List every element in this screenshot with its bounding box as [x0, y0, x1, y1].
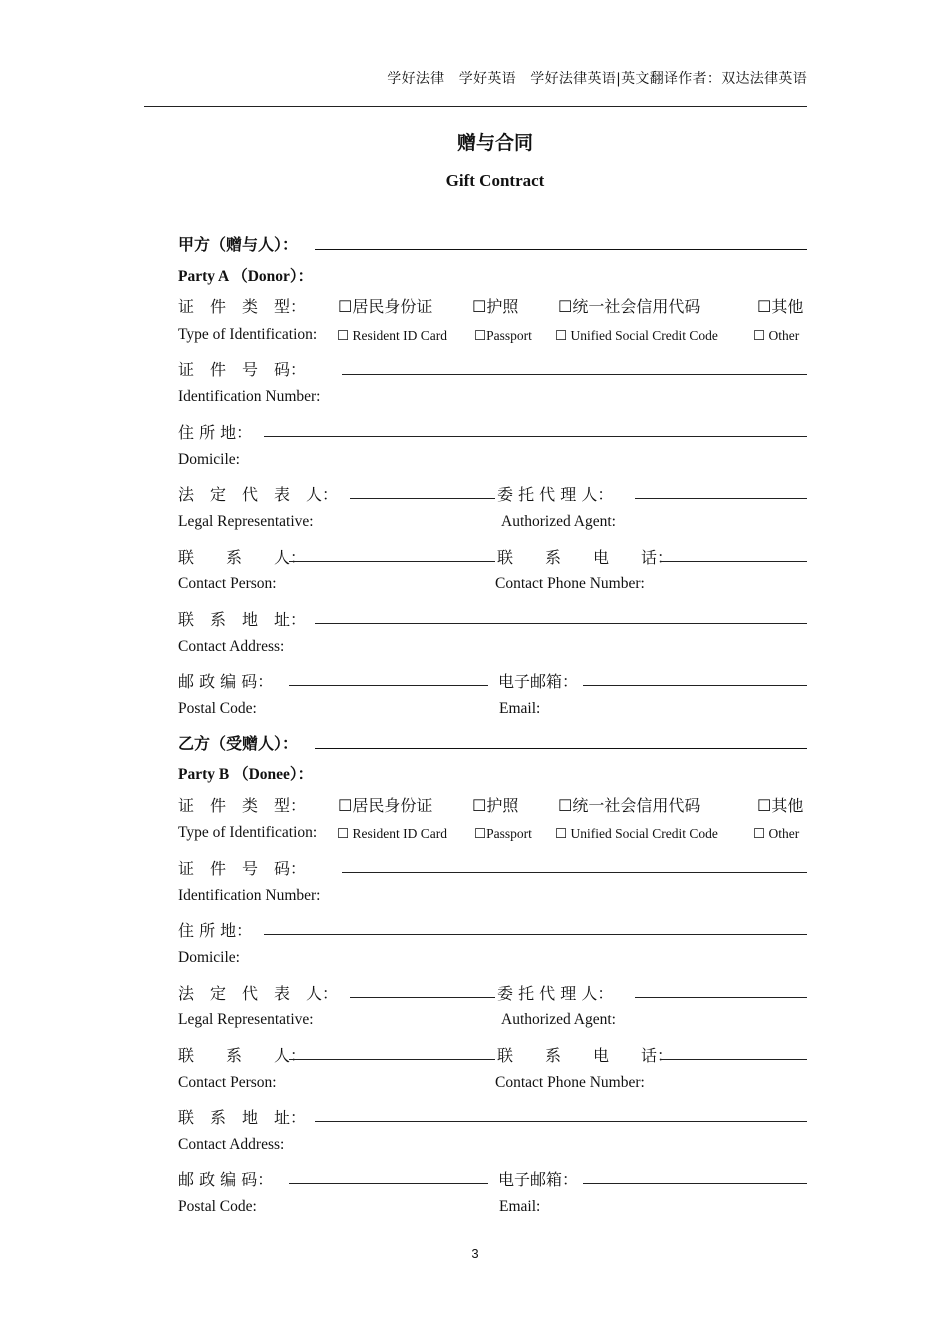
party-b-contact-address-field[interactable] [315, 1121, 807, 1122]
party-b-id-type-label-en: Type of Identification: [178, 824, 318, 841]
party-b-id-number-label-en: Identification Number: [178, 887, 321, 904]
party-a-id-type-label-en: Type of Identification: [178, 326, 318, 343]
party-a-postal-label-en: Postal Code: [178, 700, 257, 717]
title-chinese: 赠与合同 [456, 132, 533, 154]
party-a-contact-phone-label-cn: 联 系 电 话： [497, 548, 674, 567]
party-a-heading-cn: 甲方（赠与人）： [178, 235, 299, 254]
party-b-option-credit-code-en[interactable]: ☐ Unified Social Credit Code [555, 826, 718, 841]
party-a-domicile-field[interactable] [264, 436, 807, 437]
party-b-postal-field[interactable] [289, 1183, 488, 1184]
party-b-option-resident-id-en[interactable]: ☐ Resident ID Card [337, 826, 447, 841]
party-b-checkbox-other[interactable]: ☐其他 [757, 796, 804, 815]
party-b-agent-field[interactable] [635, 997, 807, 998]
party-b-domicile-field[interactable] [264, 934, 807, 935]
party-a-contact-person-label-cn: 联 系 人： [178, 548, 307, 567]
party-b-name-field[interactable] [315, 748, 807, 749]
party-b-domicile-label-cn: 住 所 地： [178, 921, 253, 940]
party-a-checkbox-resident-id[interactable]: ☐居民身份证 [338, 297, 433, 316]
party-b-legal-rep-label-en: Legal Representative: [178, 1011, 314, 1028]
party-b-id-number-field[interactable] [342, 872, 807, 873]
party-b-heading-cn: 乙方（受赠人）： [178, 734, 299, 753]
party-a-email-label-cn: 电子邮箱： [498, 672, 579, 691]
party-b-contact-address-label-cn: 联 系 地 址： [178, 1108, 307, 1127]
page-header: 学好法律 学好英语 学好法律英语|英文翻译作者：双达法律英语 [387, 71, 807, 87]
page-number: 3 [471, 1246, 479, 1261]
party-b-option-passport-en[interactable]: ☐Passport [474, 826, 532, 841]
party-a-option-passport-en[interactable]: ☐Passport [474, 328, 532, 343]
party-a-email-field[interactable] [583, 685, 807, 686]
party-b-legal-rep-field[interactable] [350, 997, 495, 998]
party-a-option-credit-code-en[interactable]: ☐ Unified Social Credit Code [555, 328, 718, 343]
party-a-checkbox-other[interactable]: ☐其他 [757, 297, 804, 316]
party-b-id-type-label-cn [178, 793, 336, 816]
party-b-email-label-en: Email: [499, 1198, 541, 1215]
party-a-domicile-label-en: Domicile: [178, 451, 240, 468]
party-a-id-number-label-en: Identification Number: [178, 388, 321, 405]
party-a-agent-field[interactable] [635, 498, 807, 499]
party-a-legal-rep-field[interactable] [350, 498, 495, 499]
party-a-contact-person-field[interactable] [289, 561, 495, 562]
party-a-postal-label-cn: 邮 政 编 码： [178, 672, 274, 691]
party-a-agent-label-cn: 委 托 代 理 人： [497, 485, 614, 504]
party-a-contact-phone-label-en: Contact Phone Number: [495, 575, 645, 592]
party-b-postal-label-en: Postal Code: [178, 1198, 257, 1215]
party-a-id-type-label-cn [178, 294, 336, 317]
party-b-checkbox-passport[interactable]: ☐护照 [472, 796, 519, 815]
party-a-contact-address-label-en: Contact Address: [178, 638, 285, 655]
party-a-id-number-label-cn: 证 件 号 码： [178, 360, 307, 379]
party-b-agent-label-en: Authorized Agent: [501, 1011, 616, 1028]
party-a-contact-address-label-cn: 联 系 地 址： [178, 610, 307, 629]
party-b-heading-en: Party B （Donee）： [178, 766, 314, 783]
party-a-email-label-en: Email: [499, 700, 541, 717]
party-a-legal-rep-label-en: Legal Representative: [178, 513, 314, 530]
party-b-contact-person-label-en: Contact Person: [178, 1074, 277, 1091]
label: 证 件 类 型： [178, 297, 307, 316]
party-b-email-field[interactable] [583, 1183, 807, 1184]
party-b-agent-label-cn: 委 托 代 理 人： [497, 984, 614, 1003]
party-b-domicile-label-en: Domicile: [178, 949, 240, 966]
party-a-option-other-en[interactable]: ☐ Other [753, 328, 800, 343]
party-b-id-number-label-cn: 证 件 号 码： [178, 859, 307, 878]
header-divider [144, 106, 807, 107]
party-a-legal-rep-label-cn: 法 定 代 表 人： [178, 485, 339, 504]
party-a-contact-address-field[interactable] [315, 623, 807, 624]
party-a-contact-person-label-en: Contact Person: [178, 575, 277, 592]
party-b-checkbox-credit-code[interactable]: ☐统一社会信用代码 [558, 796, 701, 815]
party-a-checkbox-credit-code[interactable]: ☐统一社会信用代码 [558, 297, 701, 316]
party-b-option-other-en[interactable]: ☐ Other [753, 826, 800, 841]
party-a-agent-label-en: Authorized Agent: [501, 513, 616, 530]
party-b-contact-phone-label-en: Contact Phone Number: [495, 1074, 645, 1091]
party-a-id-number-field[interactable] [342, 374, 807, 375]
party-a-postal-field[interactable] [289, 685, 488, 686]
party-b-postal-label-cn: 邮 政 编 码： [178, 1170, 274, 1189]
party-b-contact-phone-label-cn: 联 系 电 话： [497, 1046, 674, 1065]
party-a-checkbox-passport[interactable]: ☐护照 [472, 297, 519, 316]
party-a-domicile-label-cn: 住 所 地： [178, 423, 253, 442]
party-a-heading-en: Party A （Donor）： [178, 268, 314, 285]
party-b-checkbox-resident-id[interactable]: ☐居民身份证 [338, 796, 433, 815]
label: 证 件 类 型： [178, 796, 307, 815]
party-a-name-field[interactable] [315, 249, 807, 250]
party-b-contact-person-field[interactable] [289, 1059, 495, 1060]
party-b-contact-address-label-en: Contact Address: [178, 1136, 285, 1153]
party-b-email-label-cn: 电子邮箱： [498, 1170, 579, 1189]
title-english: Gift Contract [445, 171, 545, 190]
party-b-contact-person-label-cn: 联 系 人： [178, 1046, 307, 1065]
party-b-legal-rep-label-cn: 法 定 代 表 人： [178, 984, 339, 1003]
party-b-contact-phone-field[interactable] [660, 1059, 807, 1060]
party-a-option-resident-id-en[interactable]: ☐ Resident ID Card [337, 328, 447, 343]
party-a-contact-phone-field[interactable] [660, 561, 807, 562]
